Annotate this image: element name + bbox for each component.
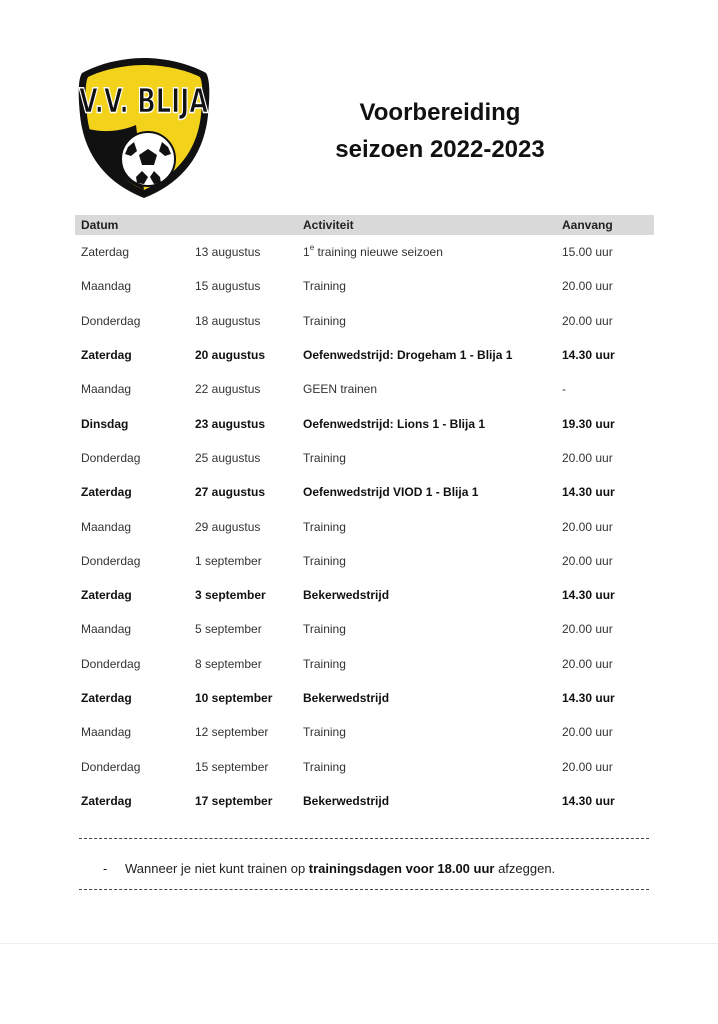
cell-activiteit: Oefenwedstrijd VIOD 1 - Blija 1 (303, 485, 479, 500)
cell-aanvang: 20.00 uur (562, 622, 613, 637)
cell-dag: Donderdag (81, 656, 141, 671)
cell-activiteit: Bekerwedstrijd (303, 691, 390, 705)
note-before: Wanneer je niet kunt trainen op (125, 861, 309, 876)
table-row (75, 338, 654, 372)
cell-activiteit (297, 235, 556, 269)
cell-dag: Maandag (81, 519, 132, 534)
cell-activiteit: Training (303, 519, 346, 534)
table-row (75, 784, 654, 818)
cell-datum: 20 augustus (195, 348, 266, 363)
table-row (75, 612, 654, 646)
cell-datum: 5 september (195, 622, 262, 637)
title-line-1: Voorbereiding (359, 99, 521, 126)
cell-aanvang: 20.00 uur (562, 450, 613, 465)
cell-datum: 25 augustus (195, 450, 261, 465)
cell-datum: 29 augustus (195, 519, 261, 534)
table-row (75, 235, 654, 269)
cell-dag: Zaterdag (81, 793, 132, 808)
page-footer-line (0, 943, 718, 944)
cell-datum: 27 augustus (195, 485, 266, 500)
page-title (300, 94, 580, 168)
note-after: afzeggen. (494, 861, 556, 876)
table-row (75, 509, 654, 543)
ordinal-number: 1 (303, 245, 310, 260)
cell-aanvang: 20.00 uur (562, 725, 613, 740)
cell-activiteit: GEEN trainen (303, 382, 378, 397)
cell-activiteit: Training (303, 622, 346, 637)
cell-activiteit: Oefenwedstrijd: Lions 1 - Blija 1 (303, 416, 486, 431)
cell-dag: Donderdag (81, 313, 141, 328)
cell-aanvang: 20.00 uur (562, 759, 613, 774)
cell-aanvang: 19.30 uur (562, 416, 615, 431)
cell-datum: 3 september (195, 588, 266, 603)
divider-top (79, 838, 649, 839)
cell-datum: 8 september (195, 656, 262, 671)
header-date-blank (189, 215, 297, 235)
cell-dag: Maandag (81, 382, 132, 397)
cell-aanvang: 14.30 uur (562, 485, 615, 500)
cell-dag: Zaterdag (81, 588, 132, 603)
cell-dag: Donderdag (81, 759, 141, 774)
cell-datum: 22 augustus (195, 382, 261, 397)
cell-aanvang: 20.00 uur (562, 656, 613, 671)
cell-activiteit: Training (303, 313, 346, 328)
cell-activiteit: Bekerwedstrijd (303, 793, 390, 808)
cell-datum: 17 september (195, 793, 273, 808)
header-activiteit: Activiteit (297, 215, 556, 235)
bullet-dash: - (103, 861, 108, 876)
cell-aanvang: 20.00 uur (562, 313, 613, 328)
cell-aanvang: 20.00 uur (562, 553, 613, 568)
cell-dag: Maandag (81, 725, 132, 740)
club-logo (76, 55, 212, 201)
cell-dag: Zaterdag (81, 245, 130, 260)
table-row (75, 544, 654, 578)
table-row (75, 441, 654, 475)
table-row (75, 749, 654, 783)
cell-dag: Maandag (81, 622, 132, 637)
cell-activiteit: Training (303, 656, 346, 671)
table-row (75, 406, 654, 440)
note-bold: trainingsdagen voor 18.00 uur (308, 861, 495, 876)
cell-dag: Dinsdag (81, 416, 129, 431)
cell-datum: 1 september (195, 553, 262, 568)
cell-datum: 12 september (195, 725, 269, 740)
cell-datum: 18 augustus (195, 313, 261, 328)
cell-dag: Maandag (81, 279, 132, 294)
cell-aanvang: 20.00 uur (562, 519, 613, 534)
table-header-row (75, 215, 654, 235)
header-aanvang: Aanvang (556, 215, 654, 235)
cell-activiteit: Training (303, 553, 346, 568)
table-row (75, 269, 654, 303)
cell-dag: Donderdag (81, 553, 141, 568)
cell-aanvang: 14.30 uur (562, 348, 615, 363)
cell-dag: Donderdag (81, 450, 141, 465)
cell-dag: Zaterdag (81, 485, 132, 500)
table-row (75, 578, 654, 612)
note-text (103, 861, 555, 876)
title-line-2: seizoen 2022-2023 (335, 136, 545, 163)
table-row (75, 647, 654, 681)
activity-text: training nieuwe seizoen (314, 245, 443, 260)
cell-aanvang: 14.30 uur (562, 793, 615, 808)
soccer-ball-icon (121, 132, 175, 186)
cell-datum: 15 augustus (195, 279, 261, 294)
logo-text: V.V. BLIJA (78, 81, 209, 121)
cell-activiteit: Training (303, 759, 346, 774)
cell-activiteit: Training (303, 450, 346, 465)
cell-datum: 10 september (195, 691, 273, 705)
cell-activiteit: Bekerwedstrijd (303, 588, 390, 603)
cell-activiteit: Training (303, 279, 346, 294)
cell-aanvang: 20.00 uur (562, 279, 613, 294)
divider-bottom (79, 889, 649, 890)
cell-activiteit: Oefenwedstrijd: Drogeham 1 - Blija 1 (303, 348, 513, 363)
ordinal-suffix: e (309, 243, 315, 253)
cell-datum: 13 augustus (195, 245, 261, 260)
cell-dag: Zaterdag (81, 348, 132, 363)
table-row (75, 681, 654, 715)
schedule-table (75, 215, 654, 818)
table-row (75, 475, 654, 509)
cell-activiteit: Training (303, 725, 346, 740)
cell-datum: 15 september (195, 759, 269, 774)
cell-aanvang: - (562, 382, 566, 397)
cell-datum: 23 augustus (195, 416, 266, 431)
cell-dag: Zaterdag (81, 691, 132, 705)
table-row (75, 304, 654, 338)
table-row (75, 372, 654, 406)
table-row (75, 715, 654, 749)
cell-aanvang: 14.30 uur (562, 691, 615, 705)
header-datum: Datum (75, 215, 189, 235)
cell-aanvang: 15.00 uur (562, 245, 613, 260)
cell-aanvang: 14.30 uur (562, 588, 615, 603)
